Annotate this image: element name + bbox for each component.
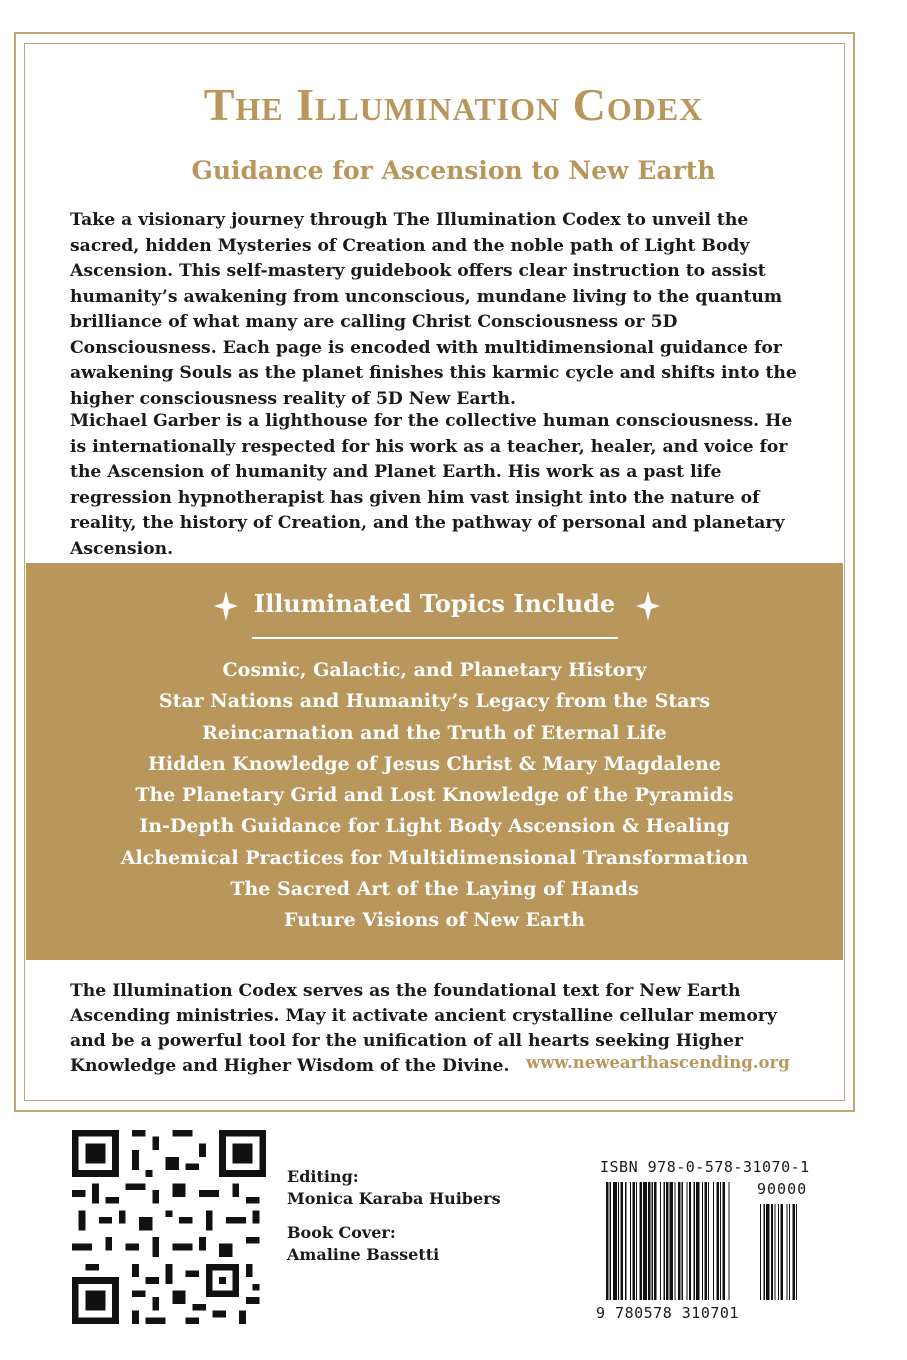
topics-band: [26, 563, 843, 960]
list-item: Future Visions of New Earth: [284, 909, 585, 932]
heading-divider: [252, 637, 618, 639]
cover-name: Amaline Bassetti: [287, 1245, 440, 1264]
description-paragraph: Take a visionary journey through The Illumination Codex to unveil the sacred, hidden Mysteries of Creation and the noble path of Light Body Ascension. This self-mastery guidebook offers clear instruction to assist humanity’s awakening from unconscious, mundane living to the quantum brilliance of what many are calling Christ Consciousness or 5D Consciousness. Each page is encoded with multidimensional guidance for awakening Souls as the planet finishes this karmic cycle and shifts into the higher consciousness reality of 5D New Earth.: [70, 210, 797, 409]
qr-code: [72, 1130, 266, 1324]
list-item: Cosmic, Galactic, and Planetary History: [222, 659, 647, 681]
editing-name: Monica Karaba Huibers: [287, 1189, 501, 1208]
book-title: The Illumination Codex: [203, 79, 704, 130]
closing-paragraph: The Illumination Codex serves as the foundational text for New Earth Ascending ministries. May it activate ancient crystalline cellular memory and be a powerful tool for the unification of all hearts seeking Higher Knowledge and Higher Wisdom of the Divine.: [70, 981, 777, 1076]
list-item: Alchemical Practices for Multidimensional Transformation: [120, 846, 749, 869]
list-item: The Sacred Art of the Laying of Hands: [230, 878, 639, 901]
price-code: 90000: [757, 1180, 808, 1198]
star-icon: [636, 591, 660, 621]
barcode: [596, 1160, 840, 1310]
isbn-text: ISBN 978-0-578-31070-1: [600, 1158, 810, 1176]
list-item: The Planetary Grid and Lost Knowledge of the Pyramids: [135, 784, 734, 807]
book-subtitle: Guidance for Ascension to New Earth: [191, 156, 716, 185]
topics-list: [26, 655, 843, 937]
list-item: Hidden Knowledge of Jesus Christ & Mary Magdalene: [147, 752, 721, 775]
topics-heading: Illuminated Topics Include: [253, 589, 616, 618]
list-item: Reincarnation and the Truth of Eternal Life: [202, 721, 667, 744]
editing-label: Editing:: [287, 1167, 359, 1186]
author-bio-paragraph: Michael Garber is a lighthouse for the collective human consciousness. He is internationally respected for his work as a teacher, healer, and voice for the Ascension of humanity and Planet Earth. His work as a past life regression hypnotherapist has given him vast insight into the nature of reality, the history of Creation, and the pathway of personal and planetary Ascension.: [70, 411, 793, 559]
barcode-number: 9 780578 310701: [596, 1304, 739, 1322]
credits: [287, 1166, 501, 1278]
website-link[interactable]: www.newearthascending.org: [526, 1053, 790, 1072]
list-item: Star Nations and Humanity’s Legacy from the Stars: [158, 690, 711, 713]
cover-label: Book Cover:: [287, 1223, 396, 1242]
list-item: In-Depth Guidance for Light Body Ascension & Healing: [139, 815, 730, 838]
